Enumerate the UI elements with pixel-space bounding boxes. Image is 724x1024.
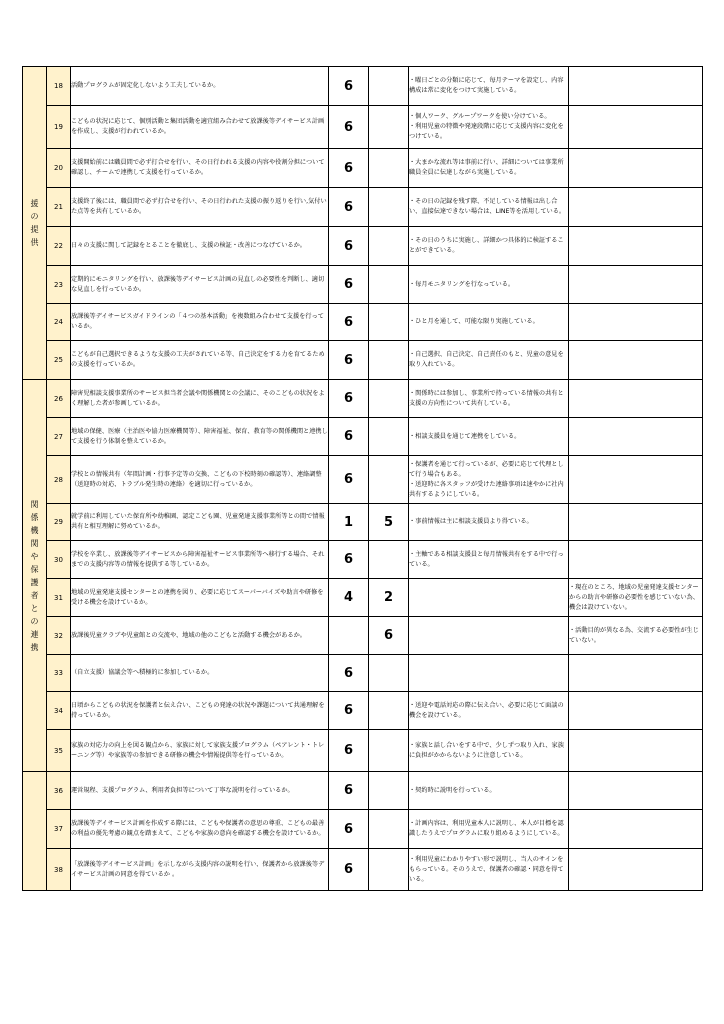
category-cell bbox=[23, 772, 47, 891]
count-no bbox=[369, 304, 409, 341]
comment-strength: ・その日のうちに実施し、詳細かつ具体的に検証することができている。 bbox=[409, 227, 569, 266]
table-row bbox=[23, 106, 703, 149]
question-text: 学校を卒業し、放課後等デイサービスから障害福祉サービス事業所等へ移行する場合、それまでの支援内容等の情報を提供する等しているか。 bbox=[71, 541, 329, 579]
comment-improve bbox=[569, 541, 703, 579]
comment-strength: ・個人ワーク、グループワークを使い分けている。 ・利用児童の特徴や発達段階に応じて支援内容に変化をつけている。 bbox=[409, 106, 569, 149]
count-yes: 6 bbox=[329, 67, 369, 106]
table-row bbox=[23, 456, 703, 504]
count-yes: 6 bbox=[329, 106, 369, 149]
count-no bbox=[369, 730, 409, 772]
question-text: こどもの状況に応じて、個別活動と集団活動を適宜組み合わせて放課後等デイサービス計画を作成し、支援が行われているか。 bbox=[71, 106, 329, 149]
comment-strength bbox=[409, 617, 569, 655]
comment-strength: ・事前情報は主に相談支援員より得ている。 bbox=[409, 504, 569, 541]
table-row bbox=[23, 418, 703, 456]
item-number: 18 bbox=[47, 67, 71, 106]
question-text: 支援終了後には、職員間で必ず打合せを行い、その日行われた支援の振り返りを行い,気付いた点等を共有しているか。 bbox=[71, 188, 329, 227]
item-number: 19 bbox=[47, 106, 71, 149]
comment-strength: ・利用児童にわかりやすい形で説明し、当人のサインをもらっている。そのうえで、保護者の確認・同意を得ている。 bbox=[409, 849, 569, 891]
count-yes bbox=[329, 617, 369, 655]
item-number: 36 bbox=[47, 772, 71, 810]
table-row bbox=[23, 504, 703, 541]
comment-improve bbox=[569, 188, 703, 227]
comment-strength: ・関係時には参加し、事業所で持っている情報の共有と支援の方向性について共有している。 bbox=[409, 380, 569, 418]
count-no bbox=[369, 341, 409, 380]
item-number: 28 bbox=[47, 456, 71, 504]
count-no: 2 bbox=[369, 579, 409, 617]
table-row bbox=[23, 227, 703, 266]
table-row bbox=[23, 304, 703, 341]
comment-improve bbox=[569, 304, 703, 341]
comment-improve bbox=[569, 149, 703, 188]
count-yes: 6 bbox=[329, 692, 369, 730]
table-row bbox=[23, 692, 703, 730]
question-text: 地域の保健、医療（主治医や協力医療機関等）、障害福祉、保育、教育等の関係機関と連携して支援を行う体制を整えているか。 bbox=[71, 418, 329, 456]
item-number: 33 bbox=[47, 655, 71, 692]
item-number: 37 bbox=[47, 810, 71, 849]
count-no: 6 bbox=[369, 617, 409, 655]
question-text: 運営規程、支援プログラム、利用者負担等について丁寧な説明を行っているか。 bbox=[71, 772, 329, 810]
count-no bbox=[369, 67, 409, 106]
comment-improve bbox=[569, 418, 703, 456]
count-yes: 6 bbox=[329, 456, 369, 504]
question-text: （自立支援）協議会等へ積極的に参加しているか。 bbox=[71, 655, 329, 692]
comment-strength bbox=[409, 579, 569, 617]
item-number: 24 bbox=[47, 304, 71, 341]
comment-strength: ・契約時に説明を行っている。 bbox=[409, 772, 569, 810]
count-yes: 6 bbox=[329, 655, 369, 692]
comment-strength: ・大まかな流れ等は事前に行い、詳細については事業所職員全員に伝達しながら実施している。 bbox=[409, 149, 569, 188]
count-no bbox=[369, 456, 409, 504]
comment-strength: ・計画内容は、利用児童本人に説明し、本人が目標を認識したうえでプログラムに取り組めるようにしている。 bbox=[409, 810, 569, 849]
table-row bbox=[23, 541, 703, 579]
count-no bbox=[369, 772, 409, 810]
count-yes: 6 bbox=[329, 810, 369, 849]
count-yes: 6 bbox=[329, 341, 369, 380]
item-number: 23 bbox=[47, 266, 71, 304]
count-no bbox=[369, 106, 409, 149]
question-text: 家族の対応力の向上を図る観点から、家族に対して家族支援プログラム（ペアレント・トレーニング等）や家族等の参加できる研修の機会や情報提供等を行っているか。 bbox=[71, 730, 329, 772]
evaluation-table bbox=[22, 66, 703, 891]
comment-strength bbox=[409, 655, 569, 692]
count-no bbox=[369, 266, 409, 304]
category-label: 関 係 機 関 や 保 護 者 と の 連 携 bbox=[30, 499, 39, 652]
item-number: 25 bbox=[47, 341, 71, 380]
count-no bbox=[369, 380, 409, 418]
item-number: 29 bbox=[47, 504, 71, 541]
question-text: 放課後等デイサービスガイドラインの「４つの基本活動」を複数組み合わせて支援を行っているか。 bbox=[71, 304, 329, 341]
comment-improve: ・現在のところ、地域の児童発達支援センターからの助言や研修の必要性を感じていない為、機会は設けていない。 bbox=[569, 579, 703, 617]
comment-strength: ・保護者を通じて行っているが、必要に応じて代理として行う場合もある。 ・送迎時に各スタッフが受けた連絡事項は速やかに社内共有するようにしている。 bbox=[409, 456, 569, 504]
question-text: こどもが自己選択できるような支援の工夫がされている等、自己決定をする力を育てるための支援を行っているか。 bbox=[71, 341, 329, 380]
comment-improve bbox=[569, 655, 703, 692]
question-text: 就学前に利用していた保育所や幼稚園、認定こども園、児童発達支援事業所等との間で情報共有と相互理解に努めているか。 bbox=[71, 504, 329, 541]
table-row bbox=[23, 849, 703, 891]
count-yes: 6 bbox=[329, 149, 369, 188]
question-text: 定期的にモニタリングを行い、放課後等デイサービス計画の見直しの必要性を判断し、適切な見直しを行っているか。 bbox=[71, 266, 329, 304]
count-yes: 6 bbox=[329, 188, 369, 227]
count-yes: 6 bbox=[329, 772, 369, 810]
comment-strength: ・毎月モニタリングを行なっている。 bbox=[409, 266, 569, 304]
comment-strength: ・その日の記録を残す際、不足している情報は出し合い、直接伝達できない場合は、LINE等を活用している。 bbox=[409, 188, 569, 227]
item-number: 22 bbox=[47, 227, 71, 266]
item-number: 30 bbox=[47, 541, 71, 579]
count-no bbox=[369, 188, 409, 227]
count-yes: 6 bbox=[329, 418, 369, 456]
comment-strength: ・相談支援員を通じて連携をしている。 bbox=[409, 418, 569, 456]
table-row bbox=[23, 772, 703, 810]
question-text: 日頃からこどもの状況を保護者と伝え合い、こどもの発達の状況や課題について共通理解を持っているか。 bbox=[71, 692, 329, 730]
comment-strength: ・曜日ごとの分類に応じて、毎月テーマを設定し、内容構成は常に変化をつけて実施している。 bbox=[409, 67, 569, 106]
question-text: 地域の児童発達支援センターとの連携を図り、必要に応じてスーパーバイズや助言や研修を受ける機会を設けているか。 bbox=[71, 579, 329, 617]
question-text: 活動プログラムが固定化しないよう工夫しているか。 bbox=[71, 67, 329, 106]
count-yes: 4 bbox=[329, 579, 369, 617]
table-row bbox=[23, 266, 703, 304]
comment-strength: ・自己選択、自己決定、自己責任のもと、児童の意見を取り入れている。 bbox=[409, 341, 569, 380]
table-row bbox=[23, 730, 703, 772]
count-no: 5 bbox=[369, 504, 409, 541]
item-number: 20 bbox=[47, 149, 71, 188]
comment-improve bbox=[569, 341, 703, 380]
count-yes: 6 bbox=[329, 227, 369, 266]
count-yes: 1 bbox=[329, 504, 369, 541]
table-row bbox=[23, 380, 703, 418]
question-text: 放課後児童クラブや児童館との交流や、地域の他のこどもと活動する機会があるか。 bbox=[71, 617, 329, 655]
count-yes: 6 bbox=[329, 266, 369, 304]
table-row bbox=[23, 810, 703, 849]
item-number: 31 bbox=[47, 579, 71, 617]
comment-strength: ・家族と話し合いをする中で、少しずつ取り入れ、家族に負担がかからないように注意している。 bbox=[409, 730, 569, 772]
question-text: 支援開始前には職員間で必ず打合せを行い、その日行われる支援の内容や役割分担について確認し、チームで連携して支援を行っているか。 bbox=[71, 149, 329, 188]
comment-improve bbox=[569, 456, 703, 504]
table-row bbox=[23, 67, 703, 106]
question-text: 学校との情報共有（年間計画・行事予定等の交換、こどもの下校時刻の確認等）、連絡調整（送迎時の対応、トラブル発生時の連絡）を適切に行っているか。 bbox=[71, 456, 329, 504]
item-number: 38 bbox=[47, 849, 71, 891]
comment-improve bbox=[569, 730, 703, 772]
table-row bbox=[23, 655, 703, 692]
comment-strength: ・ひと月を通して、可能な限り実施している。 bbox=[409, 304, 569, 341]
comment-improve bbox=[569, 692, 703, 730]
comment-improve bbox=[569, 772, 703, 810]
count-no bbox=[369, 655, 409, 692]
count-no bbox=[369, 849, 409, 891]
count-yes: 6 bbox=[329, 380, 369, 418]
comment-strength: ・主軸である相談支援員と毎月情報共有をする中で行っている。 bbox=[409, 541, 569, 579]
count-no bbox=[369, 227, 409, 266]
comment-improve bbox=[569, 380, 703, 418]
table-row bbox=[23, 617, 703, 655]
item-number: 35 bbox=[47, 730, 71, 772]
item-number: 27 bbox=[47, 418, 71, 456]
count-no bbox=[369, 692, 409, 730]
comment-strength: ・送迎や電話対応の際に伝え合い、必要に応じて面談の機会を設けている。 bbox=[409, 692, 569, 730]
category-cell bbox=[23, 67, 47, 380]
count-yes: 6 bbox=[329, 730, 369, 772]
question-text: 日々の支援に関して記録をとることを徹底し、支援の検証・改善につなげているか。 bbox=[71, 227, 329, 266]
comment-improve bbox=[569, 504, 703, 541]
count-no bbox=[369, 541, 409, 579]
count-yes: 6 bbox=[329, 541, 369, 579]
category-label: 援 の 提 供 bbox=[30, 199, 39, 247]
comment-improve bbox=[569, 810, 703, 849]
question-text: 障害児相談支援事業所のサービス担当者会議や関係機関との会議に、そのこどもの状況をよく理解した者が参画しているか。 bbox=[71, 380, 329, 418]
comment-improve bbox=[569, 849, 703, 891]
question-text: 「放課後等デイサービス計画」を示しながら支援内容の説明を行い、保護者から放課後等デイサービス計画の同意を得ているか 。 bbox=[71, 849, 329, 891]
item-number: 34 bbox=[47, 692, 71, 730]
table-row bbox=[23, 341, 703, 380]
table-row bbox=[23, 579, 703, 617]
category-cell bbox=[23, 380, 47, 772]
table-row bbox=[23, 149, 703, 188]
comment-improve bbox=[569, 106, 703, 149]
count-no bbox=[369, 810, 409, 849]
comment-improve bbox=[569, 266, 703, 304]
count-yes: 6 bbox=[329, 849, 369, 891]
item-number: 21 bbox=[47, 188, 71, 227]
comment-improve: ・活動目的が異なる為、交流する必要性が生じていない。 bbox=[569, 617, 703, 655]
comment-improve bbox=[569, 227, 703, 266]
count-yes: 6 bbox=[329, 304, 369, 341]
table-row bbox=[23, 188, 703, 227]
count-no bbox=[369, 418, 409, 456]
item-number: 32 bbox=[47, 617, 71, 655]
count-no bbox=[369, 149, 409, 188]
comment-improve bbox=[569, 67, 703, 106]
item-number: 26 bbox=[47, 380, 71, 418]
question-text: 放課後等デイサービス計画を作成する際には、こどもや保護者の意思の尊重、こどもの最善の利益の優先考慮の観点を踏まえて、こどもや家族の意向を確認する機会を設けているか。 bbox=[71, 810, 329, 849]
